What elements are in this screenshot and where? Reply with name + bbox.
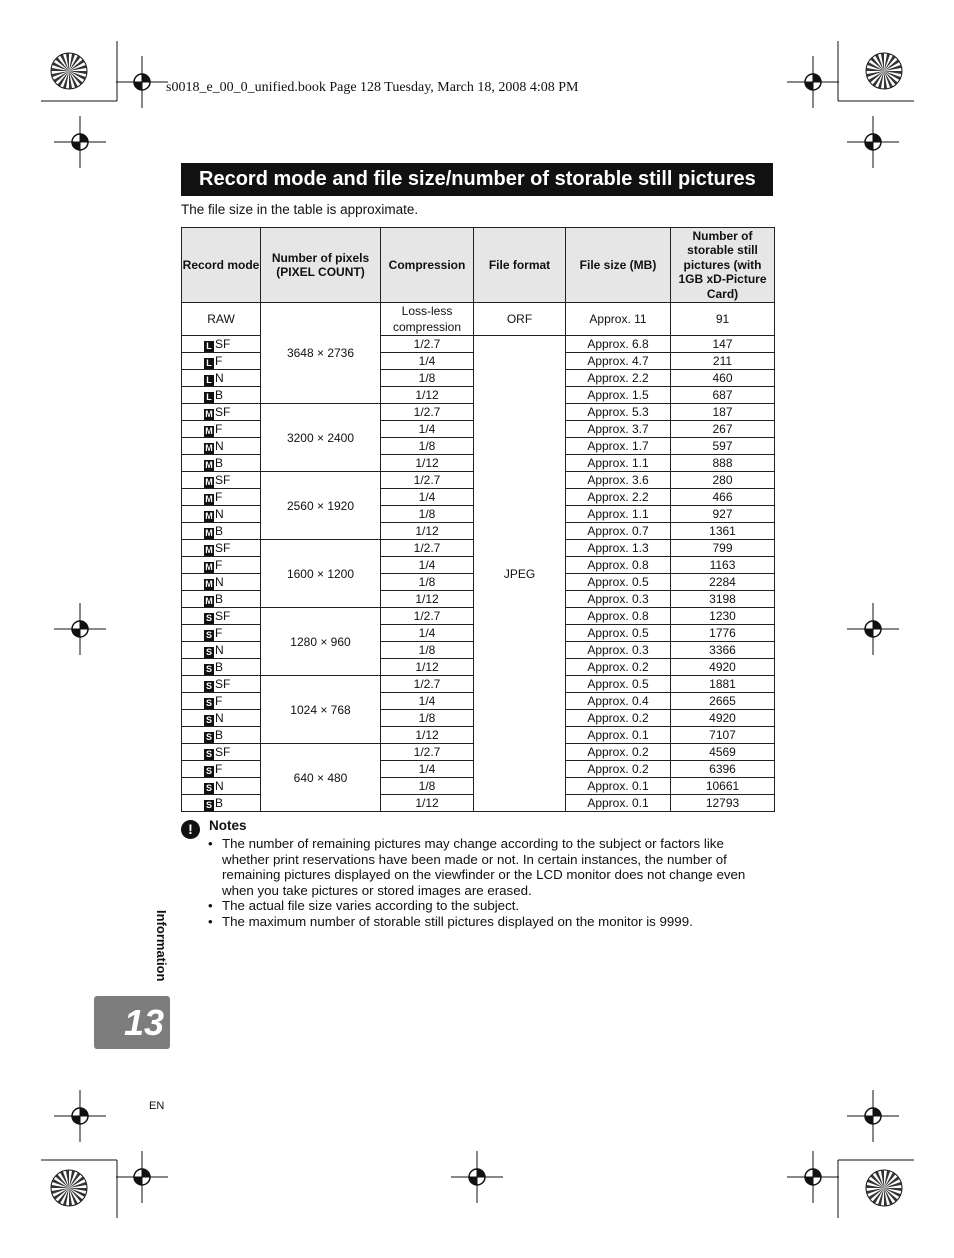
section-title-bar: [181, 163, 773, 196]
cell-compression: 1/2.7: [381, 472, 474, 489]
section-title: Record mode and file size/number of storable still pictures: [199, 168, 756, 190]
crosshair-mark: [847, 116, 899, 168]
crosshair-mark: [451, 1151, 503, 1203]
cell-mode: S N: [182, 778, 261, 795]
crosshair-mark: [847, 603, 899, 655]
cell-size: Approx. 0.3: [566, 591, 671, 608]
cell-mode: M N: [182, 438, 261, 455]
starburst-mark: [866, 1170, 902, 1206]
cell-count: 799: [671, 540, 775, 557]
cell-mode: S N: [182, 710, 261, 727]
quality-l-icon: L: [204, 375, 214, 386]
quality-s-icon: S: [205, 647, 212, 657]
note-item: • The number of remaining pictures may change according to the subject or factors like whether print reservations have been made or not. In certain instances, the number of remaining pictures displayed on the viewfinder or the LCD monitor does not change even when you take pictures or stored images are erased.: [208, 836, 746, 898]
quality-s-icon: S: [205, 630, 212, 640]
cell-compression: 1/4: [381, 489, 474, 506]
header-file-format: File format: [474, 228, 566, 303]
quality-s-icon: S: [205, 766, 212, 776]
cell-size: Approx. 0.7: [566, 523, 671, 540]
quality-s-icon: S: [205, 732, 212, 742]
quality-m-icon: M: [205, 528, 213, 538]
cell-size: Approx. 0.2: [566, 744, 671, 761]
header-pixels: Number of pixels (PIXEL COUNT): [261, 228, 381, 303]
bullet-icon: •: [208, 898, 213, 913]
note-item: • The actual file size varies according to the subject.: [208, 898, 520, 913]
cell-size: Approx. 0.5: [566, 676, 671, 693]
cell-mode: L SF: [182, 336, 261, 353]
caution-icon: !: [181, 820, 200, 839]
quality-s-icon: S: [205, 749, 212, 759]
header-file-size: File size (MB): [566, 228, 671, 303]
cell-compression: 1/8: [381, 370, 474, 387]
cell-mode: S F: [182, 761, 261, 778]
cell-size: Approx. 0.8: [566, 557, 671, 574]
crosshair-mark: [54, 1090, 106, 1142]
cell-count: 888: [671, 455, 775, 472]
cell-size: Approx. 0.1: [566, 778, 671, 795]
cell-compression: 1/2.7: [381, 744, 474, 761]
cell-compression: 1/8: [381, 506, 474, 523]
cell-mode: M SF: [182, 472, 261, 489]
cell-compression: 1/12: [381, 387, 474, 404]
crosshair-mark: [787, 56, 839, 108]
cell-count: 267: [671, 421, 775, 438]
cell-compression: 1/12: [381, 659, 474, 676]
cell-compression: 1/4: [381, 421, 474, 438]
cell-count: 3198: [671, 591, 775, 608]
header-record-mode: Record mode: [182, 228, 261, 303]
cell-size: Approx. 3.7: [566, 421, 671, 438]
cell-size: Approx. 11: [566, 303, 671, 336]
cell-size: Approx. 0.2: [566, 761, 671, 778]
cell-count: 1361: [671, 523, 775, 540]
quality-m-icon: M: [205, 409, 213, 419]
cell-size: Approx. 5.3: [566, 404, 671, 421]
cell-mode: M N: [182, 574, 261, 591]
cell-compression: Loss-less compression: [381, 303, 474, 336]
starburst-mark: [866, 53, 902, 89]
cell-format: ORF: [474, 303, 566, 336]
cell-compression: 1/8: [381, 574, 474, 591]
chapter-side-label: Information: [154, 910, 169, 982]
note-item: • The maximum number of storable still pictures displayed on the monitor is 9999.: [208, 913, 693, 929]
cell-count: 6396: [671, 761, 775, 778]
cell-count: 1881: [671, 676, 775, 693]
cell-pixels: 1600 × 1200: [261, 540, 381, 608]
quality-m-icon: M: [205, 443, 213, 453]
cell-compression: 1/2.7: [381, 676, 474, 693]
cell-count: 280: [671, 472, 775, 489]
notes-title: Notes: [209, 818, 247, 833]
cell-size: Approx. 1.1: [566, 455, 671, 472]
cell-count: 147: [671, 336, 775, 353]
starburst-mark: [51, 53, 87, 89]
cell-pixels: 1280 × 960: [261, 608, 381, 676]
cell-count: 12793: [671, 795, 775, 812]
table-row: [182, 303, 775, 336]
cell-count: 460: [671, 370, 775, 387]
cell-size: Approx. 6.8: [566, 336, 671, 353]
quality-m-icon: M: [205, 426, 213, 436]
cell-compression: 1/12: [381, 727, 474, 744]
record-mode-table: [181, 227, 775, 812]
cell-size: Approx. 0.2: [566, 659, 671, 676]
cell-format: JPEG: [474, 336, 566, 812]
cell-size: Approx. 2.2: [566, 489, 671, 506]
quality-m-icon: M: [205, 511, 213, 521]
cell-compression: 1/4: [381, 557, 474, 574]
quality-l-icon: L: [204, 392, 214, 403]
cell-count: 10661: [671, 778, 775, 795]
cell-count: 91: [671, 303, 775, 336]
cell-size: Approx. 0.8: [566, 608, 671, 625]
cell-size: Approx. 1.5: [566, 387, 671, 404]
cell-count: 211: [671, 353, 775, 370]
crosshair-mark: [54, 116, 106, 168]
cell-mode: S F: [182, 693, 261, 710]
quality-m-icon: M: [205, 494, 213, 504]
cell-mode: M F: [182, 421, 261, 438]
cell-mode: L F: [182, 353, 261, 370]
cell-size: Approx. 1.1: [566, 506, 671, 523]
language-code: EN: [149, 1100, 165, 1112]
quality-s-icon: S: [205, 715, 212, 725]
cell-compression: 1/12: [381, 795, 474, 812]
cell-pixels: 1024 × 768: [261, 676, 381, 744]
cell-pixels: 2560 × 1920: [261, 472, 381, 540]
quality-s-icon: S: [205, 698, 212, 708]
cell-mode: M B: [182, 591, 261, 608]
cell-count: 466: [671, 489, 775, 506]
cell-pixels: 3648 × 2736: [261, 303, 381, 404]
cell-mode: M N: [182, 506, 261, 523]
cell-mode: L N: [182, 370, 261, 387]
cell-count: 4920: [671, 710, 775, 727]
quality-s-icon: S: [205, 681, 212, 691]
quality-s-icon: S: [205, 800, 212, 810]
cell-size: Approx. 3.6: [566, 472, 671, 489]
quality-l-icon: L: [204, 358, 214, 369]
quality-m-icon: M: [205, 460, 213, 470]
cell-mode: M B: [182, 523, 261, 540]
quality-s-icon: S: [205, 664, 212, 674]
cell-size: Approx. 1.3: [566, 540, 671, 557]
cell-size: Approx. 1.7: [566, 438, 671, 455]
cell-count: 1230: [671, 608, 775, 625]
cell-count: 3366: [671, 642, 775, 659]
quality-s-icon: S: [205, 783, 212, 793]
cell-mode: S SF: [182, 608, 261, 625]
cell-mode: S N: [182, 642, 261, 659]
cell-mode: S SF: [182, 676, 261, 693]
cell-size: Approx. 0.2: [566, 710, 671, 727]
cell-compression: 1/8: [381, 710, 474, 727]
cell-size: Approx. 0.5: [566, 574, 671, 591]
cell-count: 4569: [671, 744, 775, 761]
quality-m-icon: M: [205, 477, 213, 487]
cell-compression: 1/2.7: [381, 608, 474, 625]
crosshair-mark: [54, 603, 106, 655]
bullet-icon: •: [208, 836, 213, 851]
quality-m-icon: M: [205, 562, 213, 572]
cell-size: Approx. 0.4: [566, 693, 671, 710]
cell-mode: S B: [182, 795, 261, 812]
quality-m-icon: M: [205, 545, 213, 555]
header-storable-count: Number of storable still pictures (with 1GB xD-Picture Card): [671, 228, 775, 303]
cell-count: 187: [671, 404, 775, 421]
cell-mode: M SF: [182, 404, 261, 421]
cell-mode: M B: [182, 455, 261, 472]
quality-s-icon: S: [205, 613, 212, 623]
notes-list: [208, 836, 768, 929]
cell-pixels: 3200 × 2400: [261, 404, 381, 472]
cell-mode: L B: [182, 387, 261, 404]
cell-mode: S SF: [182, 744, 261, 761]
cell-compression: 1/2.7: [381, 540, 474, 557]
cell-count: 597: [671, 438, 775, 455]
crosshair-mark: [116, 1151, 168, 1203]
cell-mode: RAW: [182, 303, 261, 336]
cell-mode: S F: [182, 625, 261, 642]
chapter-number-tab: 13: [94, 996, 170, 1049]
cell-compression: 1/8: [381, 778, 474, 795]
cell-count: 1163: [671, 557, 775, 574]
cell-compression: 1/8: [381, 438, 474, 455]
cell-count: 1776: [671, 625, 775, 642]
cell-size: Approx. 0.5: [566, 625, 671, 642]
cell-compression: 1/2.7: [381, 404, 474, 421]
quality-l-icon: L: [204, 341, 214, 352]
book-header-line: s0018_e_00_0_unified.book Page 128 Tuesday, March 18, 2008 4:08 PM: [166, 80, 579, 95]
cell-compression: 1/4: [381, 625, 474, 642]
cell-pixels: 640 × 480: [261, 744, 381, 812]
cell-size: Approx. 0.1: [566, 727, 671, 744]
crosshair-mark: [787, 1151, 839, 1203]
cell-count: 4920: [671, 659, 775, 676]
cell-size: Approx. 4.7: [566, 353, 671, 370]
cell-count: 2284: [671, 574, 775, 591]
cell-compression: 1/8: [381, 642, 474, 659]
cell-compression: 1/12: [381, 523, 474, 540]
cell-mode: S B: [182, 727, 261, 744]
cell-mode: M SF: [182, 540, 261, 557]
cell-count: 687: [671, 387, 775, 404]
quality-m-icon: M: [205, 596, 213, 606]
cell-compression: 1/4: [381, 353, 474, 370]
crosshair-mark: [116, 56, 168, 108]
intro-text: The file size in the table is approximate.: [181, 202, 419, 217]
cell-size: Approx. 0.1: [566, 795, 671, 812]
cell-compression: 1/12: [381, 455, 474, 472]
cell-compression: 1/4: [381, 761, 474, 778]
table-header-row: [182, 228, 775, 303]
starburst-mark: [51, 1170, 87, 1206]
cell-size: Approx. 0.3: [566, 642, 671, 659]
header-compression: Compression: [381, 228, 474, 303]
cell-compression: 1/2.7: [381, 336, 474, 353]
bullet-icon: •: [208, 913, 213, 929]
cell-compression: 1/12: [381, 591, 474, 608]
cell-size: Approx. 2.2: [566, 370, 671, 387]
cell-mode: M F: [182, 489, 261, 506]
cell-compression: 1/4: [381, 693, 474, 710]
cell-mode: S B: [182, 659, 261, 676]
cell-count: 2665: [671, 693, 775, 710]
quality-m-icon: M: [205, 579, 213, 589]
crosshair-mark: [847, 1090, 899, 1142]
cell-mode: M F: [182, 557, 261, 574]
cell-count: 7107: [671, 727, 775, 744]
cell-count: 927: [671, 506, 775, 523]
